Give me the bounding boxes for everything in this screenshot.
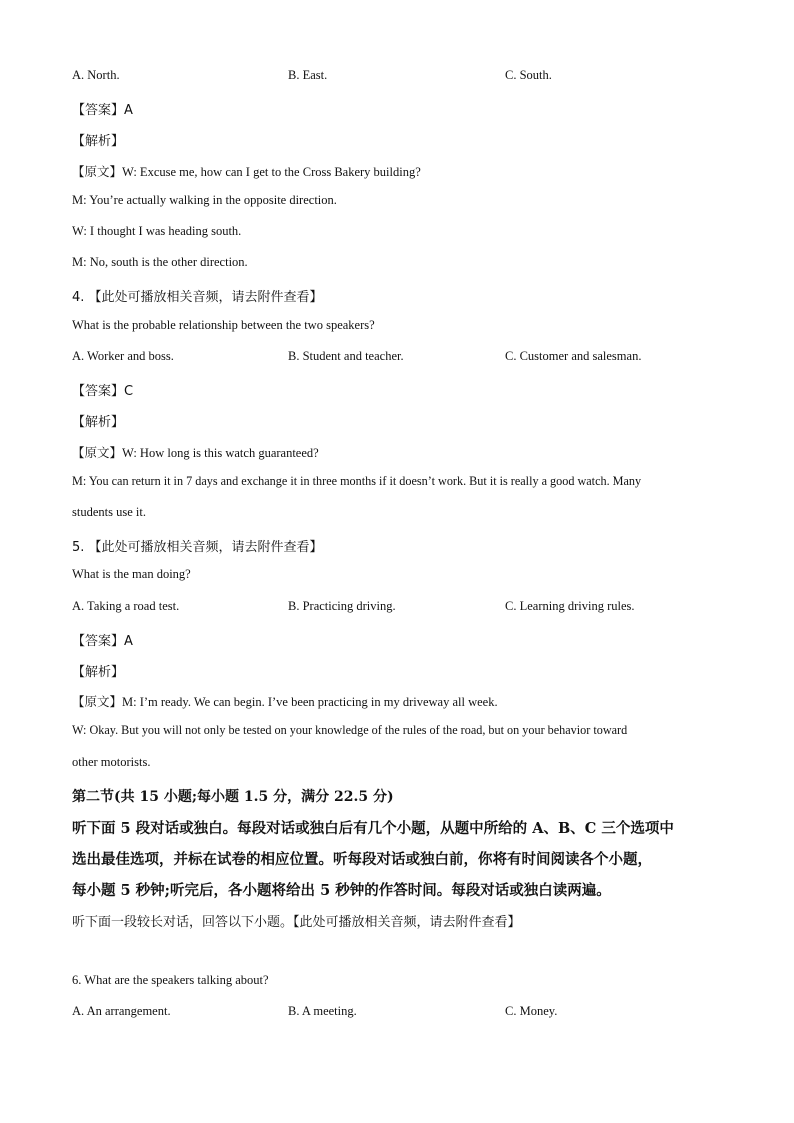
q6-question: 6. What are the speakers talking about?: [72, 973, 269, 987]
q4-transcript-line: M: You can return it in 7 days and exchange it in three months if it doesn’t work. But it is really a good watch. Many: [72, 474, 642, 488]
q3-transcript-line: W: I thought I was heading south.: [72, 224, 242, 238]
section2-title: 第二节(共 15 小题;每小题 1.5 分，满分 22.5 分): [72, 789, 394, 805]
q4-stem: 4. 【此处可播放相关音频，请去附件查看】: [72, 290, 323, 305]
q4-answer: 【答案】C: [72, 384, 134, 399]
q4-analysis: 【解析】: [72, 415, 125, 430]
q5-option-c: C. Learning driving rules.: [505, 599, 635, 613]
q6-option-b: B. A meeting.: [288, 1004, 357, 1018]
q3-analysis: 【解析】: [72, 134, 125, 149]
q3-option-c: C. South.: [505, 68, 552, 82]
q3-option-b: B. East.: [288, 68, 328, 82]
q4-transcript-line: students use it.: [72, 505, 146, 519]
q3-transcript-line: M: You’re actually walking in the opposite direction.: [72, 193, 337, 207]
q4-option-b: B. Student and teacher.: [288, 349, 404, 363]
q5-analysis: 【解析】: [72, 665, 125, 680]
section2-instruction-line: 听下面 5 段对话或独白。每段对话或独白后有几个小题，从题中所给的 A、B、C 三个选项中: [72, 820, 674, 837]
q5-answer: 【答案】A: [72, 634, 133, 649]
q3-transcript-line: 【原文】W: Excuse me, how can I get to the Cross Bakery building?: [72, 165, 421, 179]
q3-option-a: A. North.: [72, 68, 120, 82]
q5-transcript-line: other motorists.: [72, 755, 151, 769]
q5-transcript-line: W: Okay. But you will not only be tested on your knowledge of the rules of the road, but on your behavior toward: [72, 723, 628, 737]
section2-intro: 听下面一段较长对话，回答以下小题。【此处可播放相关音频，请去附件查看】: [72, 915, 521, 930]
q4-question: What is the probable relationship between the two speakers?: [72, 318, 375, 332]
q6-option-a: A. An arrangement.: [72, 1004, 171, 1018]
q4-option-c: C. Customer and salesman.: [505, 349, 642, 363]
q5-question: What is the man doing?: [72, 567, 191, 581]
q5-stem: 5. 【此处可播放相关音频，请去附件查看】: [72, 540, 323, 555]
q5-transcript-line: 【原文】M: I’m ready. We can begin. I’ve been practicing in my driveway all week.: [72, 695, 498, 709]
section2-instruction-line: 选出最佳选项，并标在试卷的相应位置。听每段对话或独白前，你将有时间阅读各个小题，: [72, 851, 652, 868]
q3-transcript-line: M: No, south is the other direction.: [72, 255, 248, 269]
q3-answer: 【答案】A: [72, 103, 133, 118]
section2-instruction-line: 每小题 5 秒钟;听完后，各小题将给出 5 秒钟的作答时间。每段对话或独白读两遍。: [72, 882, 611, 899]
q5-option-b: B. Practicing driving.: [288, 599, 396, 613]
q4-transcript-line: 【原文】W: How long is this watch guaranteed?: [72, 446, 319, 460]
q6-option-c: C. Money.: [505, 1004, 558, 1018]
q4-option-a: A. Worker and boss.: [72, 349, 174, 363]
q5-option-a: A. Taking a road test.: [72, 599, 180, 613]
